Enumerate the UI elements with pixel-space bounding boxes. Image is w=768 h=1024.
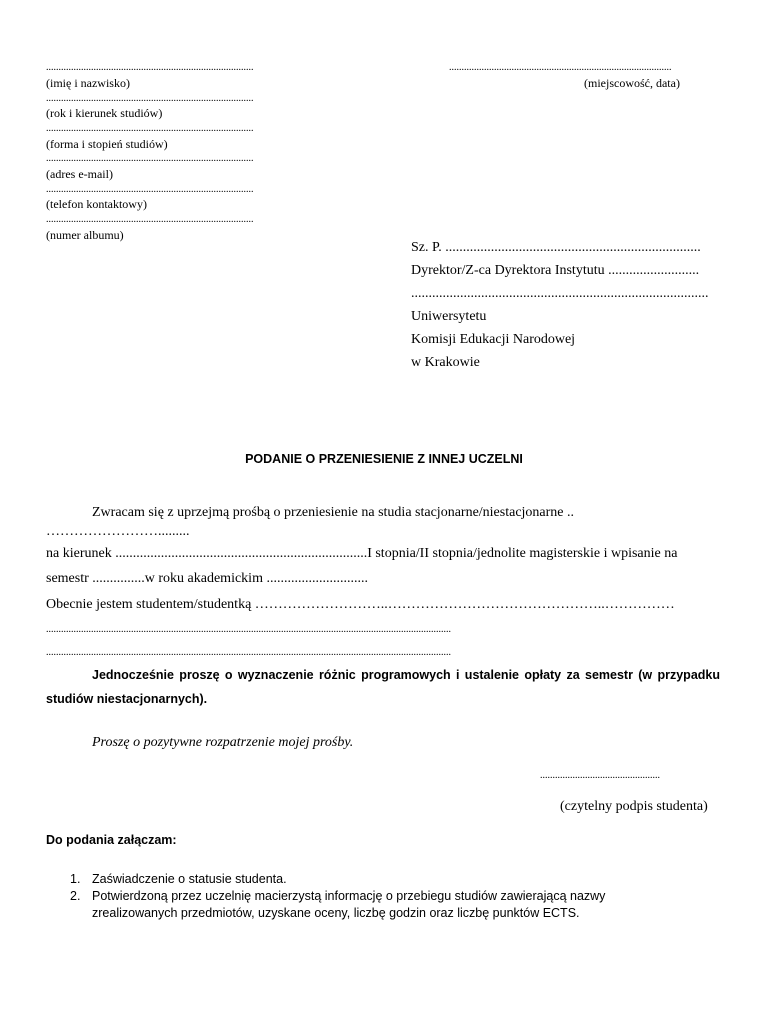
phone-field-label: (telefon kontaktowy) — [46, 197, 147, 211]
attachment-1-number: 1. — [70, 872, 81, 886]
form-field-label: (forma i stopień studiów) — [46, 137, 168, 151]
email-field-dots: ................................................................................... — [46, 153, 254, 164]
album-field-dots: ................................................................................... — [46, 214, 254, 225]
year-field-label: (rok i kierunek studiów) — [46, 106, 163, 120]
attachment-2-number: 2. — [70, 889, 81, 903]
album-field-label: (numer albumu) — [46, 228, 124, 242]
body-line-2: ……………………......... — [46, 524, 190, 539]
bold-request-line-1: Jednocześnie proszę o wyznaczenie różnic programowych i ustalenie opłaty za semestr (w przypadku — [92, 668, 720, 682]
addressee-line-4: Uniwersytetu — [411, 309, 487, 324]
email-field-label: (adres e-mail) — [46, 167, 113, 181]
body-dots-2: .................................................................................................................................................................. — [46, 647, 451, 658]
attachment-2-text-line-2: zrealizowanych przedmiotów, uzyskane oceny, liczbę godzin oraz liczbę punktów ECTS. — [92, 906, 580, 920]
addressee-line-3: ..................................................................................... — [411, 286, 709, 301]
place-date-dots: ......................................................................................... — [449, 62, 672, 73]
addressee-line-5: Komisji Edukacji Narodowej — [411, 332, 576, 347]
addressee-line-1: Sz. P. ......................................................................... — [411, 240, 701, 255]
name-dots: ................................................................................... — [46, 62, 254, 73]
signature-dots: ................................................ — [540, 770, 660, 781]
body-line-4: semestr ...............w roku akademickim ............................. — [46, 571, 368, 586]
name-label: (imię i nazwisko) — [46, 76, 130, 90]
attachment-1-text: Zaświadczenie o statusie studenta. — [92, 872, 287, 886]
year-field-dots: ................................................................................... — [46, 93, 254, 104]
closing-request: Proszę o pozytywne rozpatrzenie mojej prośby. — [92, 735, 354, 750]
addressee-line-6: w Krakowie — [411, 355, 480, 370]
body-dots-1: .................................................................................................................................................................. — [46, 624, 451, 635]
signature-label: (czytelny podpis studenta) — [560, 799, 708, 814]
place-date-label: (miejscowość, data) — [584, 76, 680, 90]
attachment-2-text-line-1: Potwierdzoną przez uczelnię macierzystą informację o przebiegu studiów zawierającą nazwy — [92, 889, 606, 903]
phone-field-dots: ................................................................................... — [46, 184, 254, 195]
body-line-5: Obecnie jestem studentem/studentką ………………………..………………………………………..…………… — [46, 597, 675, 612]
body-line-1: Zwracam się z uprzejmą prośbą o przeniesienie na studia stacjonarne/niestacjonarne .. — [92, 505, 575, 520]
bold-request-line-2: studiów niestacjonarnych). — [46, 692, 208, 706]
body-line-3: na kierunek ........................................................................I stopnia/II stopnia/jednolite magisterskie i wpisanie na — [46, 546, 678, 561]
attachments-heading: Do podania załączam: — [46, 833, 177, 847]
addressee-line-2: Dyrektor/Z-ca Dyrektora Instytutu .......................... — [411, 263, 700, 278]
form-field-dots: ................................................................................... — [46, 123, 254, 134]
document-title: PODANIE O PRZENIESIENIE Z INNEJ UCZELNI — [245, 452, 523, 466]
